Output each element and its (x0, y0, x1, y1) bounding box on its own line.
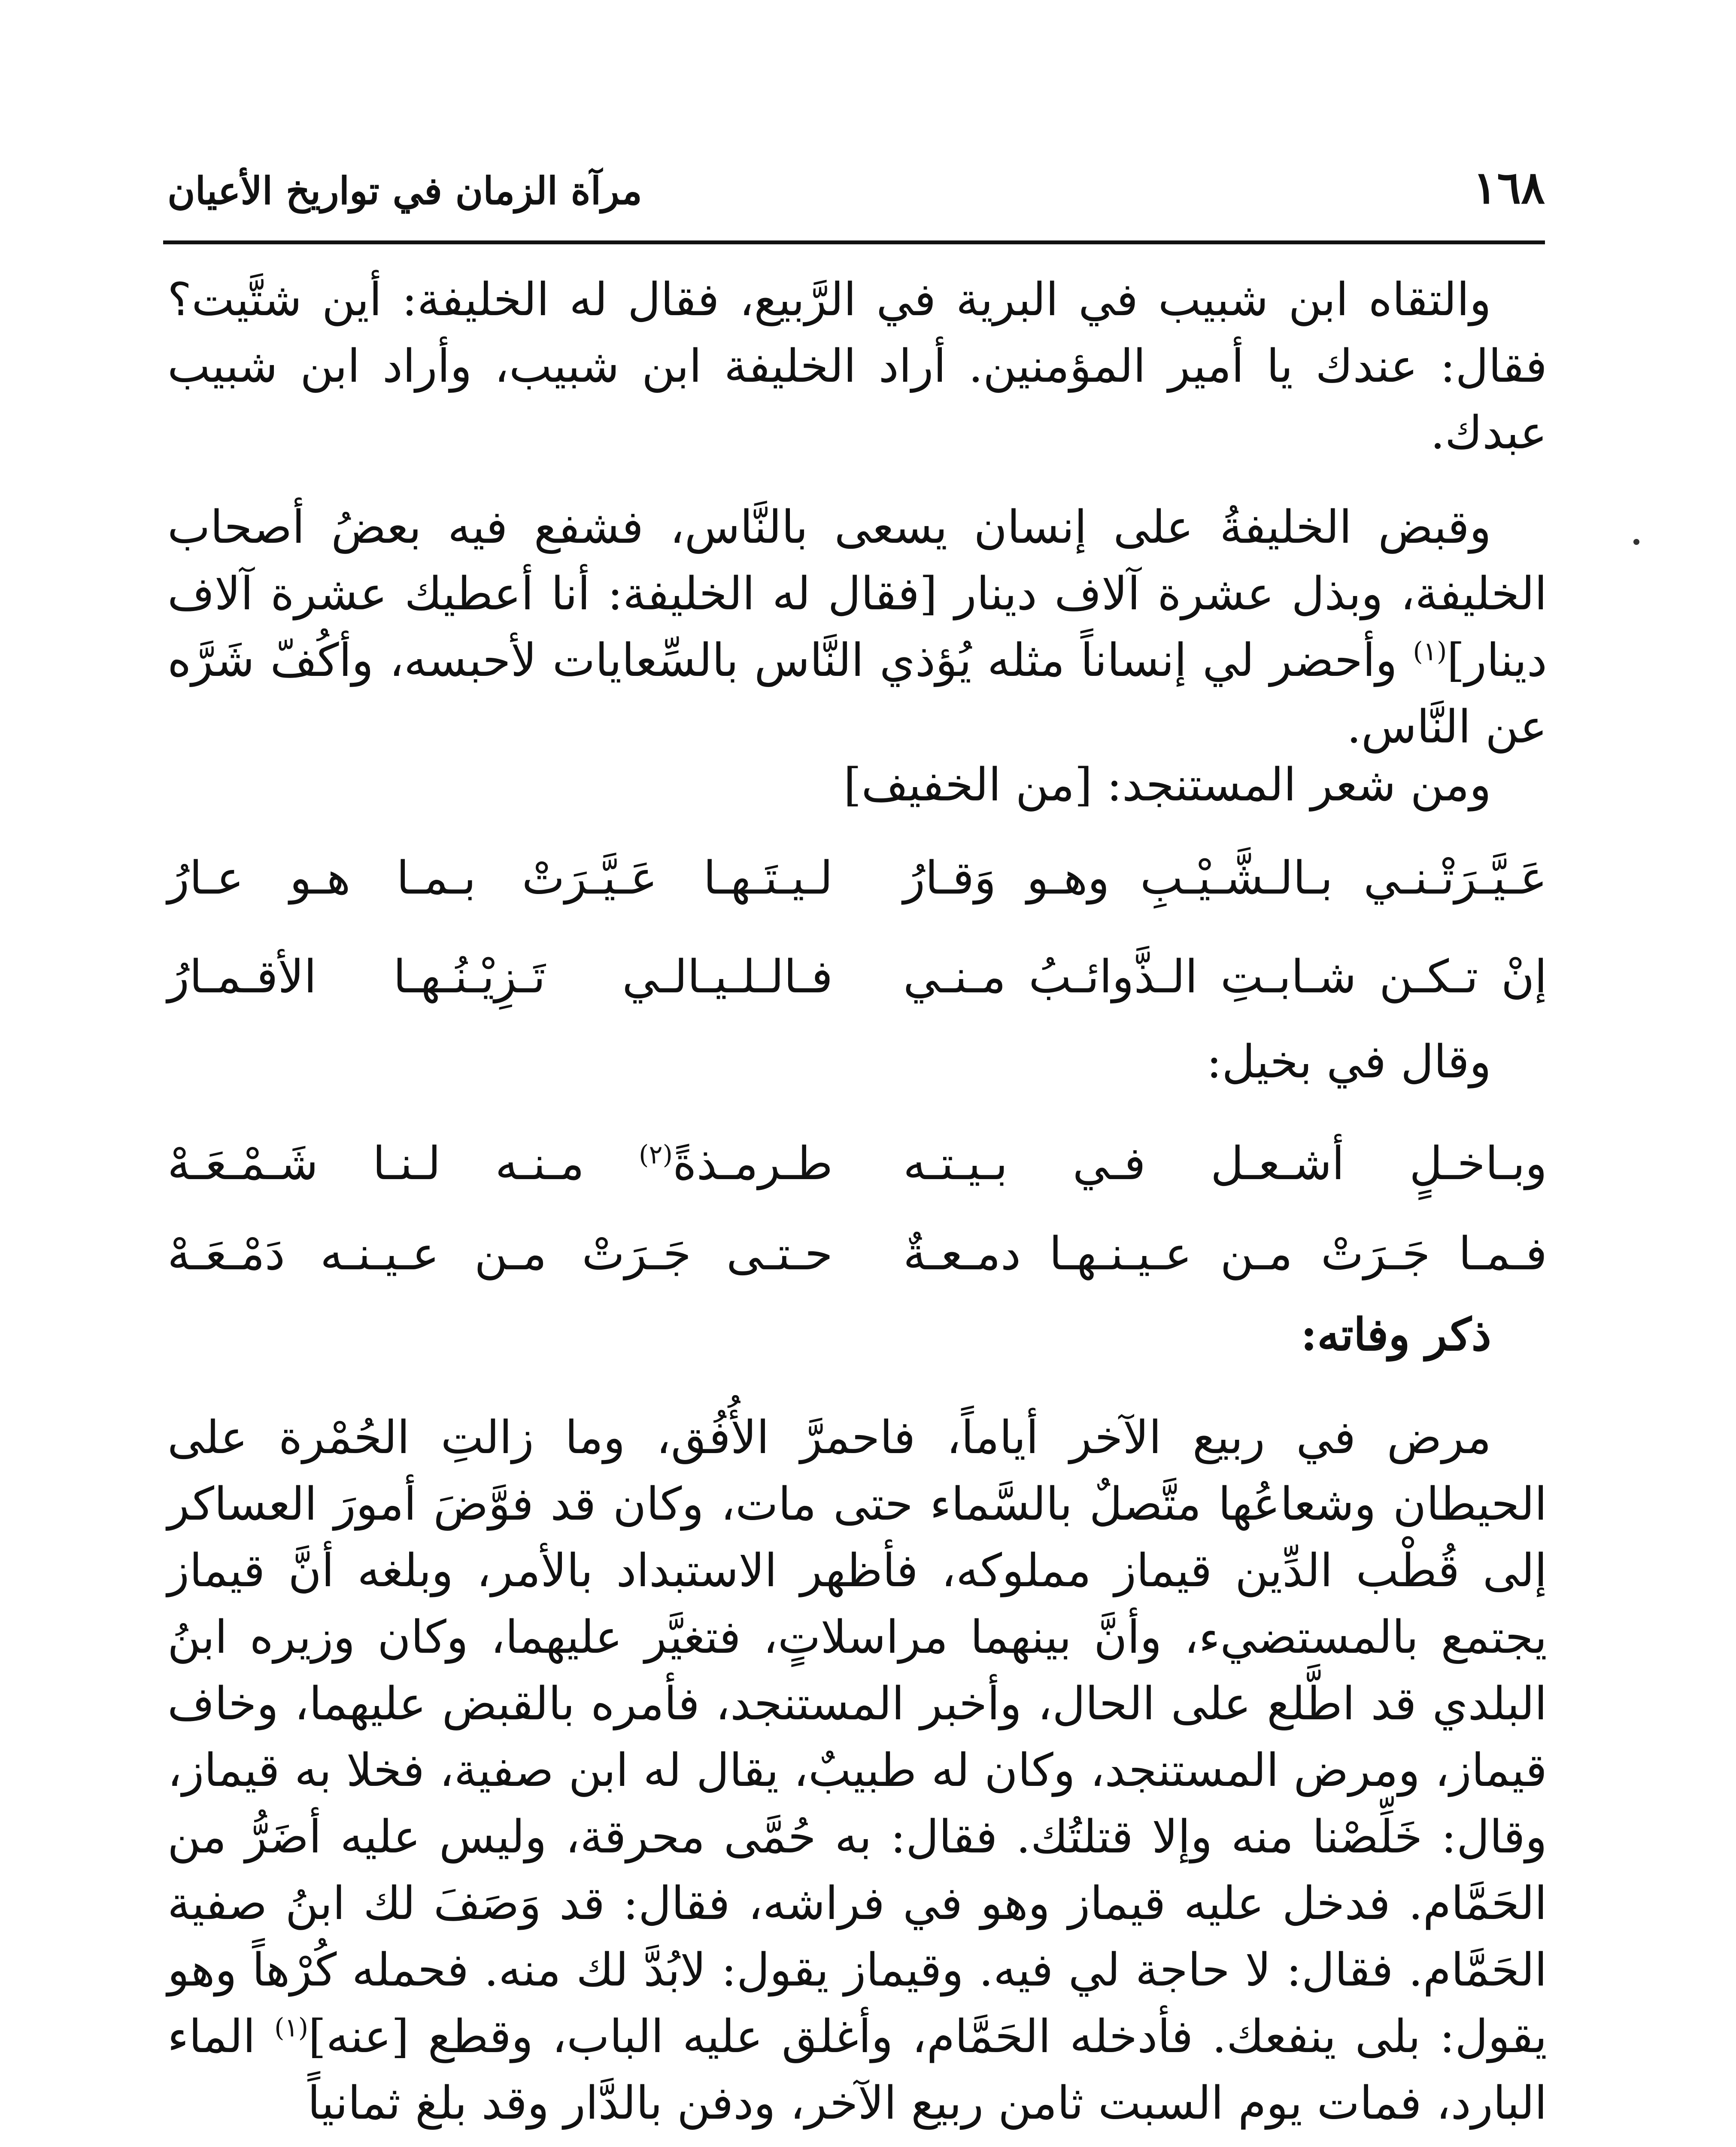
verse-1-first-hemistich: عَـيَّـرَتْـنـي بـالـشَّـيْـبِ وهـو وَقـارُ (903, 852, 1547, 904)
page-number: ١٦٨ (1473, 161, 1545, 214)
verse-4-first-hemistich: فـمـا جَـرَتْ مـن عـيـنـهـا دمـعـةٌ (903, 1227, 1547, 1280)
verse-3-second-hemistich (167, 1129, 833, 1198)
verse-3-rest: مـنـه لـنـا شَـمْـعَـهْ (167, 1137, 639, 1190)
paragraph-arrest-text-a: وقبض الخليفةُ على إنسان يسعى بالنَّاس، فشفع فيه بعضُ أصحاب الخليفة، وبذل عشرة آلاف دينار [فقال له الخليفة: أنا أعطيك عشرة آلاف دينار] (167, 501, 1547, 687)
verse-3-word: طـرمـذةً (673, 1137, 833, 1190)
footnote-ref-2[interactable]: (٢) (639, 1140, 673, 1170)
poetry-intro: ومن شعر المستنجد: [من الخفيف] (844, 758, 1491, 811)
verse-line-4 (167, 1219, 1547, 1288)
bakhil-intro: وقال في بخيل: (1206, 1035, 1491, 1088)
paragraph-death (167, 1404, 1547, 2136)
verse-2-second-hemistich: فـالـلـيـالـي تَـزِيْـنُـهـا الأقـمـارُ (167, 950, 833, 1003)
verse-line-1 (167, 844, 1547, 912)
footnote-ref-1b[interactable]: (١) (274, 2013, 309, 2043)
paragraph-arrest (167, 494, 1547, 760)
paragraph-arrest-text-b: وأحضر لي إنساناً مثله يُؤذي النَّاس بالسِّعايات لأحبسه، وأكُفّ شَرَّه عن النَّاس. (167, 634, 1547, 753)
verse-3-first-hemistich: وبـاخـلٍ أشـعـل فـي بـيـتـه (903, 1137, 1547, 1190)
section-heading-death: ذكر وفاته: (1300, 1308, 1491, 1361)
verse-line-3 (167, 1129, 1547, 1198)
footnote-ref-1[interactable]: (١) (1413, 636, 1447, 667)
header-rule (163, 240, 1545, 244)
verse-2-first-hemistich: إنْ تـكـن شـابـتِ الـذَّوائـبُ مـنـي (903, 950, 1547, 1003)
scan-speck (1633, 539, 1639, 545)
paragraph-ibn-shabib: والتقاه ابن شبيب في البرية في الرَّبيع، فقال له الخليفة: أين شتَّيت؟ فقال: عندك يا أمير المؤمنين. أراد الخليفة ابن شبيب، وأراد ابن شبيب عبدك. (167, 273, 1547, 459)
paragraph-death-text-a: مرض في ربيع الآخر أياماً، فاحمرَّ الأُفُق، وما زالتِ الحُمْرة على الحيطان وشعاعُها متَّصلٌ بالسَّماء حتى مات، وكان قد فوَّضَ أمورَ العساكر إلى قُطْب الدِّين قيماز مملوكه، فأظهر الاستبداد بالأمر، وبلغه أنَّ قيماز يجتمع بالمستضيء، وأنَّ بينهما مراسلاتٍ، فتغيَّر عليهما، وكان وزيره ابنُ البلدي قد اطَّلع على الحال، وأخبر المستنجد، فأمره بالقبض عليهما، وخاف قيماز، ومرض المستنجد، وكان له طبيبٌ، يقال له ابن صفية، فخلا به قيماز، وقال: خَلِّصْنا منه وإلا قتلتُك. فقال: به حُمَّى محرقة، وليس عليه أضَرُّ من الحَمَّام. فدخل عليه قيماز وهو في فراشه، فقال: قد وَصَفَ لك ابنُ صفية الحَمَّام. فقال: لا حاجة لي فيه. وقيماز يقول: لابُدَّ لك منه. فحمله كُرْهاً وهو يقول: بلى ينفعك. فأدخله الحَمَّام، وأغلق عليه الباب، وقطع [عنه] (167, 1411, 1547, 2063)
running-title: مرآة الزمان في تواريخ الأعيان (167, 168, 642, 213)
paragraph-death-text-b: الماء البارد، فمات يوم السبت ثامن ربيع الآخر، ودفن بالدَّار وقد بلغ ثمانياً (167, 2010, 1547, 2129)
verse-1-second-hemistich: لـيـتَـهـا عَـيَّـرَتْ بـمـا هـو عـارُ (167, 852, 833, 904)
verse-4-second-hemistich: حـتـى جَـرَتْ مـن عـيـنـه دَمْـعَـهْ (167, 1227, 833, 1280)
verse-line-2 (167, 943, 1547, 1011)
